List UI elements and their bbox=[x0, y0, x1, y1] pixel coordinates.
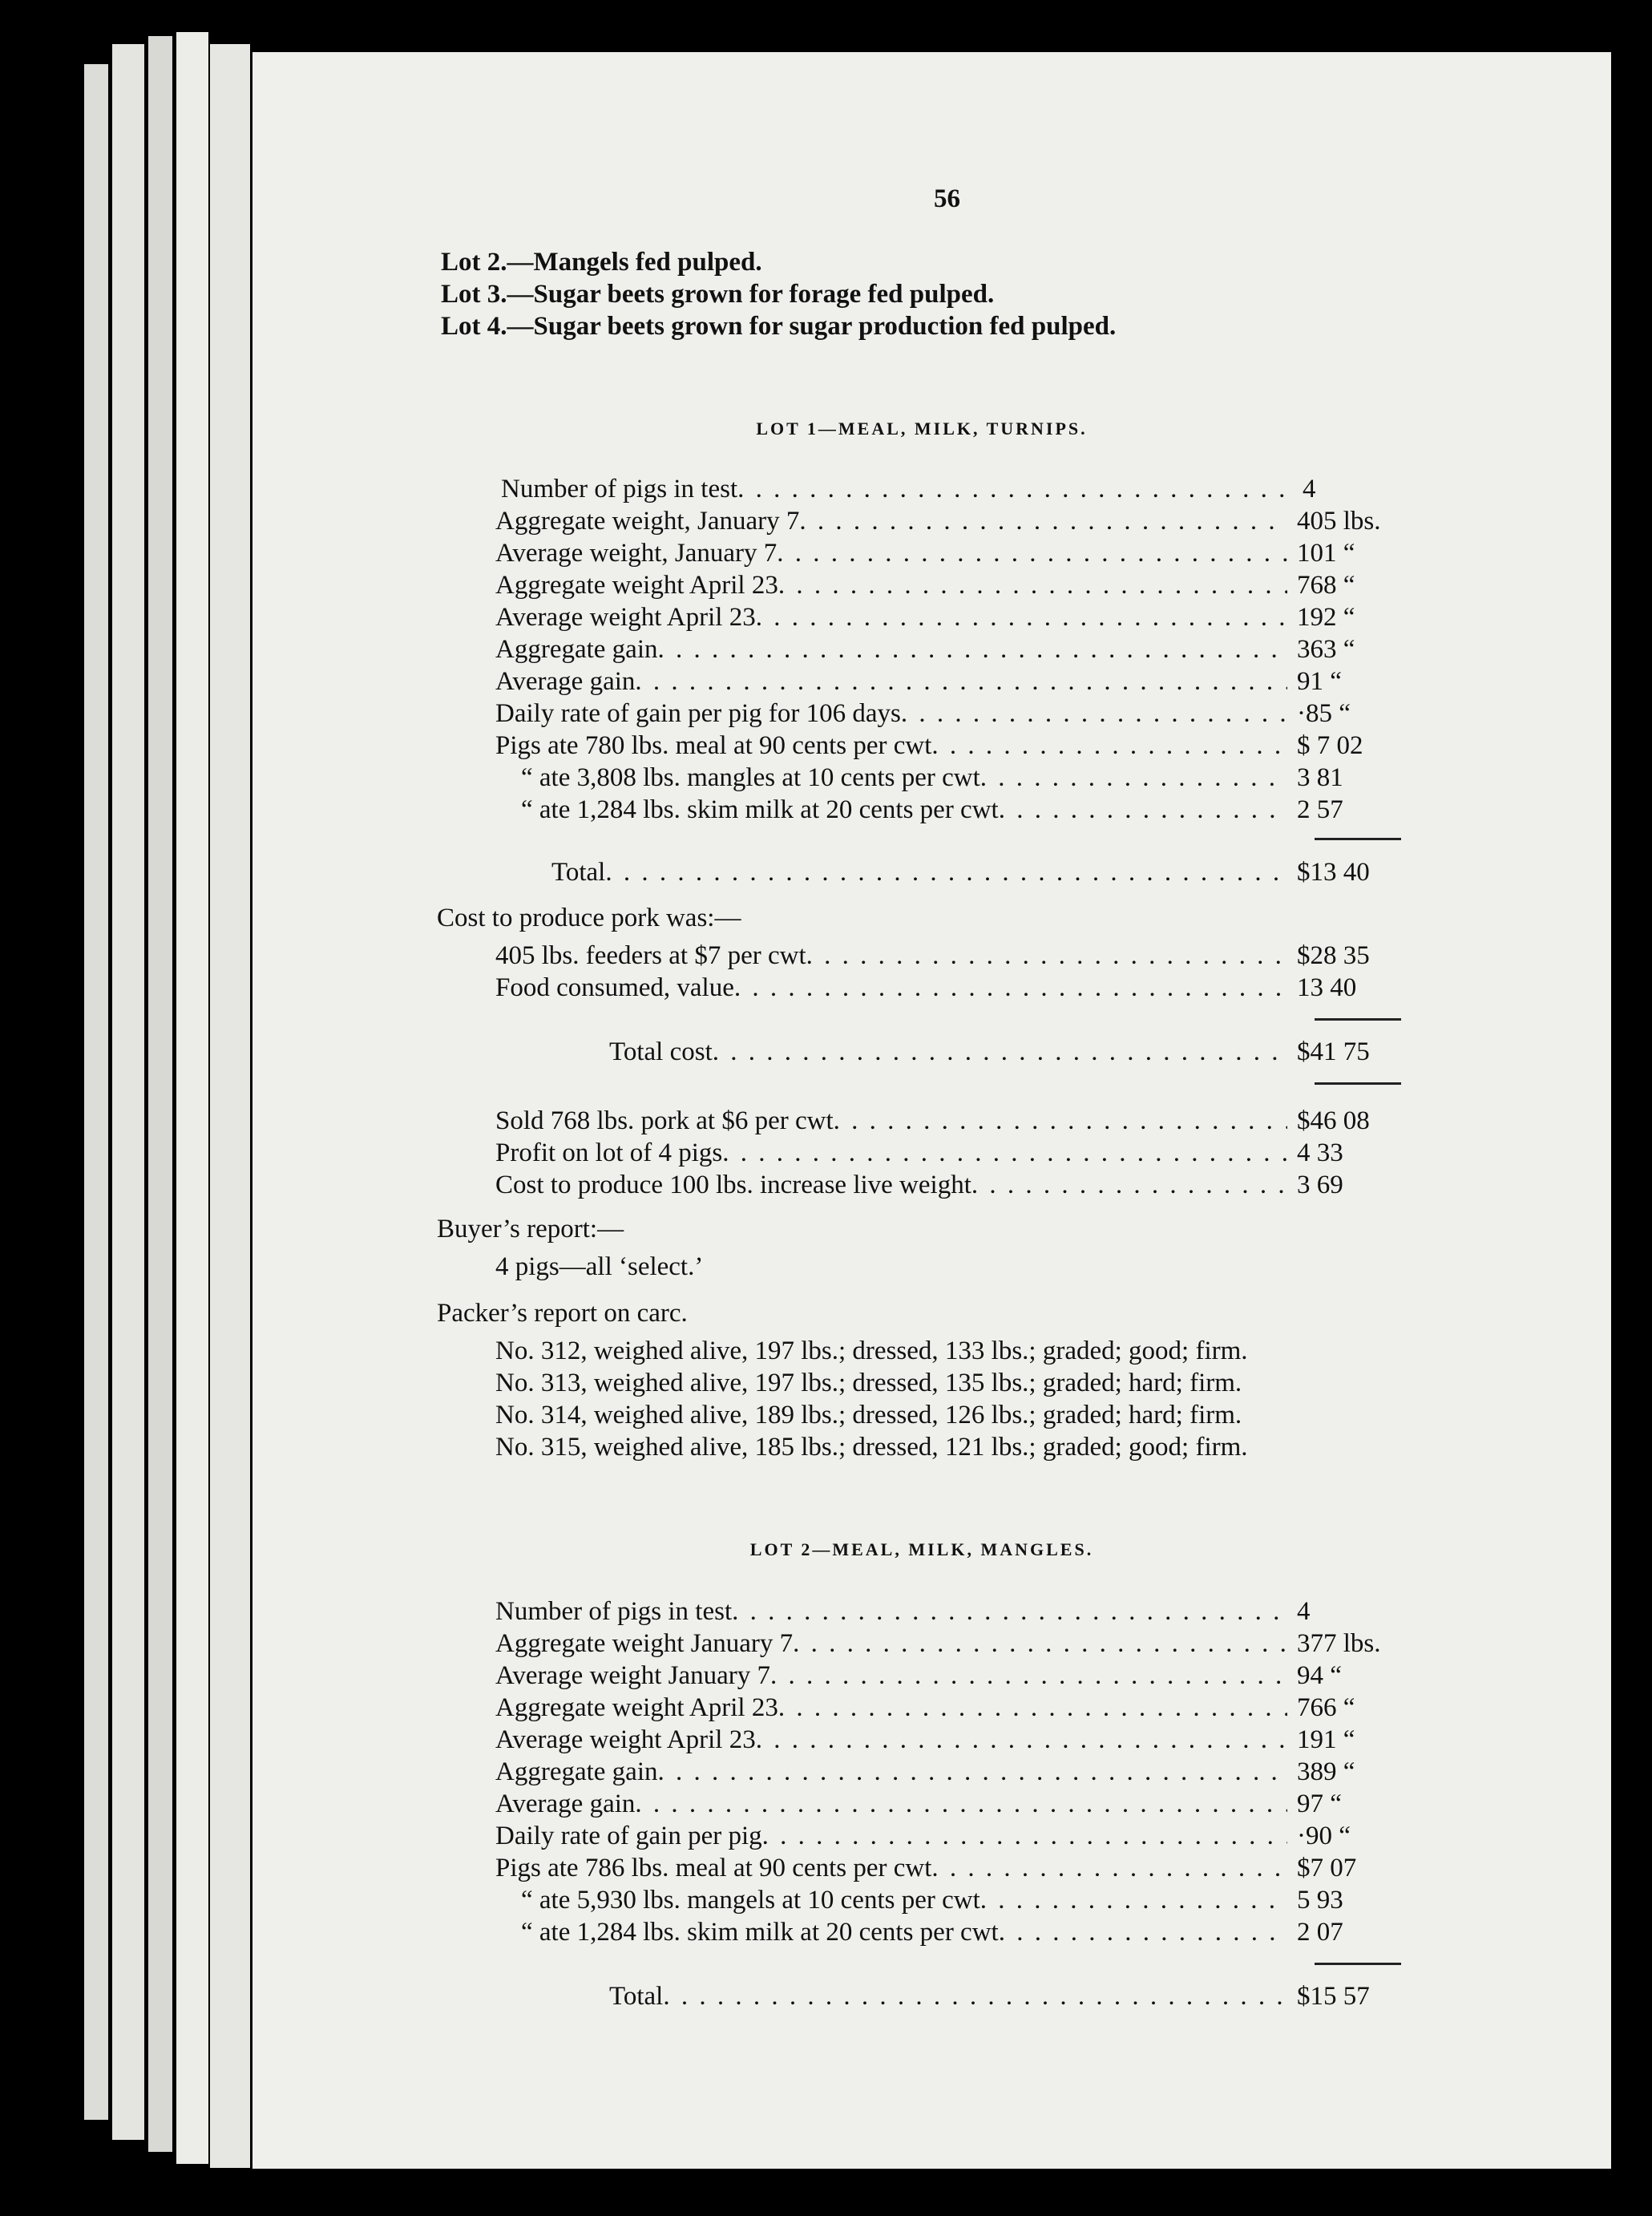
buyer-text: 4 pigs—all ‘select.’ bbox=[495, 1252, 704, 1281]
lot1-row: Average weight, January 7 . . . 101 “ bbox=[495, 537, 1401, 569]
packer-line: No. 315, weighed alive, 185 lbs.; dressed, 121 lbs.; graded; good; firm. bbox=[495, 1433, 1248, 1462]
lot2-heading: LOT 2—MEAL, MILK, MANGLES. bbox=[749, 1539, 1094, 1559]
page-edge bbox=[148, 36, 172, 2152]
lot1-row: Aggregate weight April 23 . . . 768 “ bbox=[495, 569, 1401, 601]
total-rule bbox=[1315, 838, 1401, 840]
packer-line: No. 314, weighed alive, 189 lbs.; dressed, 126 lbs.; graded; hard; firm. bbox=[495, 1401, 1242, 1429]
page-edge bbox=[210, 44, 250, 2168]
lot1-row: “ ate 1,284 lbs. skim milk at 20 cents per cwt . . . 2 57 bbox=[521, 794, 1401, 826]
lot2-row: Daily rate of gain per pig . . . ·90 “ bbox=[495, 1820, 1401, 1852]
lot1-row: Average gain . . . 91 “ bbox=[495, 665, 1401, 698]
lot2-total-row: Total . . . $15 57 bbox=[609, 1980, 1401, 2012]
lot1-row: Aggregate weight, January 7 . . . 405 lbs. bbox=[495, 505, 1401, 537]
cost-heading: Cost to produce pork was:— bbox=[437, 904, 741, 932]
lot1-row: “ ate 3,808 lbs. mangles at 10 cents per cwt . . . 3 81 bbox=[521, 762, 1401, 794]
sale-row: Sold 768 lbs. pork at $6 per cwt . . . $46 08 bbox=[495, 1105, 1401, 1137]
lot2-row: “ ate 5,930 lbs. mangels at 10 cents per cwt . . . 5 93 bbox=[521, 1884, 1401, 1916]
cost-row: 405 lbs. feeders at $7 per cwt . . . $28 35 bbox=[495, 940, 1401, 972]
total-rule bbox=[1315, 1018, 1401, 1021]
cost-row: Food consumed, value . . . 13 40 bbox=[495, 972, 1401, 1004]
lot1-heading: LOT 1—MEAL, MILK, TURNIPS. bbox=[756, 419, 1088, 439]
intro-lot-3: Lot 3.—Sugar beets grown for forage fed pulped. bbox=[441, 280, 995, 309]
lot2-row: Aggregate weight April 23 . . . 766 “ bbox=[495, 1692, 1401, 1724]
lot2-row: Pigs ate 786 lbs. meal at 90 cents per cwt . . . $7 07 bbox=[495, 1852, 1401, 1884]
packer-line: No. 312, weighed alive, 197 lbs.; dressed, 133 lbs.; graded; good; firm. bbox=[495, 1336, 1248, 1365]
lot1-row: Aggregate gain . . . 363 “ bbox=[495, 633, 1401, 665]
lot2-row: Average weight April 23 . . . 191 “ bbox=[495, 1724, 1401, 1756]
intro-lot-2: Lot 2.—Mangels fed pulped. bbox=[441, 248, 762, 277]
lot2-row: Aggregate gain . . . 389 “ bbox=[495, 1756, 1401, 1788]
lot2-row: Number of pigs in test . . . 4 bbox=[495, 1595, 1401, 1628]
total-rule bbox=[1315, 1082, 1401, 1085]
sale-row: Profit on lot of 4 pigs . . . 4 33 bbox=[495, 1137, 1401, 1169]
lot1-row: Number of pigs in test . . . 4 bbox=[501, 473, 1407, 505]
lot2-row: Average weight January 7 . . . 94 “ bbox=[495, 1660, 1401, 1692]
page-number: 56 bbox=[934, 184, 960, 213]
total-cost-row: Total cost . . . $41 75 bbox=[609, 1036, 1401, 1068]
lot2-row: “ ate 1,284 lbs. skim milk at 20 cents per cwt . . . 2 07 bbox=[521, 1916, 1401, 1948]
lot1-total-row: Total . . . $13 40 bbox=[551, 856, 1401, 888]
lot2-row: Aggregate weight January 7 . . . 377 lbs. bbox=[495, 1628, 1401, 1660]
sale-row: Cost to produce 100 lbs. increase live weight . . . 3 69 bbox=[495, 1169, 1401, 1201]
page-edge bbox=[176, 32, 208, 2164]
intro-lot-4: Lot 4.—Sugar beets grown for sugar production fed pulped. bbox=[441, 312, 1117, 341]
lot1-row: Average weight April 23 . . . 192 “ bbox=[495, 601, 1401, 633]
packer-heading: Packer’s report on carc. bbox=[437, 1299, 688, 1328]
page-edge bbox=[112, 44, 144, 2140]
lot2-row: Average gain . . . 97 “ bbox=[495, 1788, 1401, 1820]
lot1-row: Daily rate of gain per pig for 106 days . . . ·85 “ bbox=[495, 698, 1401, 730]
total-rule bbox=[1315, 1963, 1401, 1965]
packer-line: No. 313, weighed alive, 197 lbs.; dressed, 135 lbs.; graded; hard; firm. bbox=[495, 1369, 1242, 1397]
lot1-row: Pigs ate 780 lbs. meal at 90 cents per cwt . . . $ 7 02 bbox=[495, 730, 1401, 762]
page-edge bbox=[84, 64, 108, 2120]
buyer-heading: Buyer’s report:— bbox=[437, 1215, 624, 1243]
